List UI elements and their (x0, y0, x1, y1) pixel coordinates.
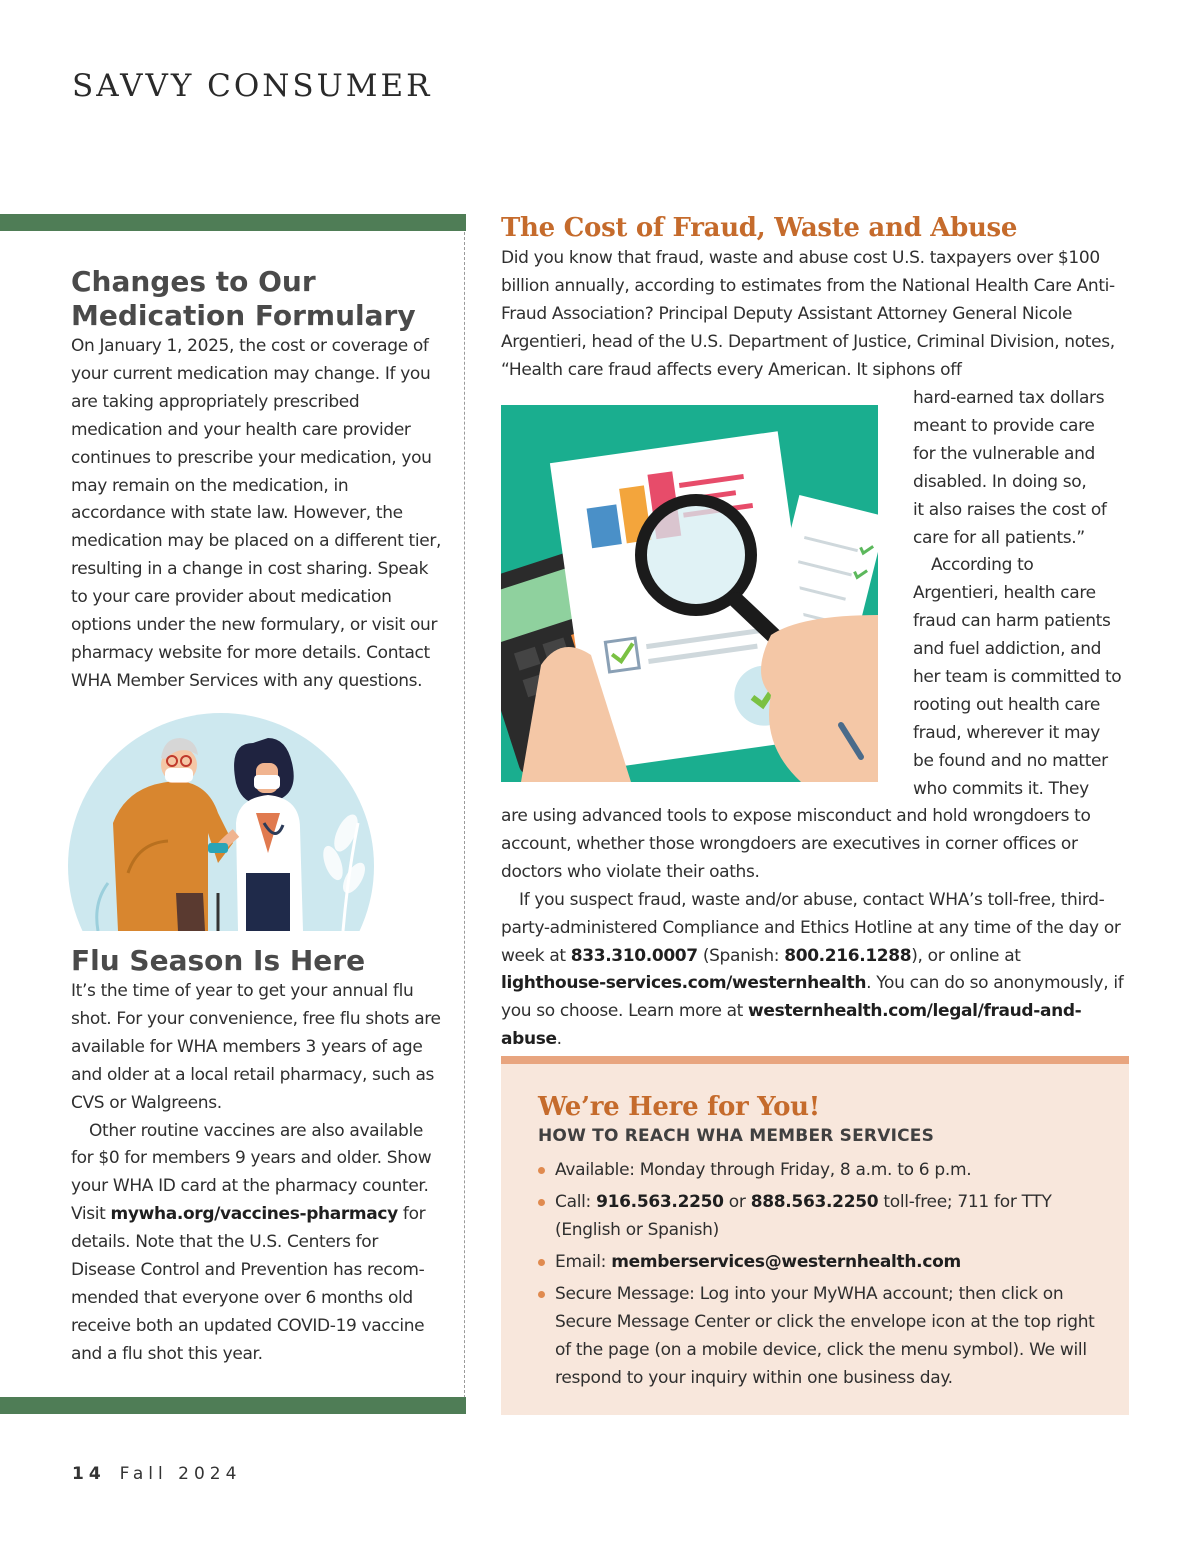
bullet-icon (538, 1291, 545, 1298)
section-label: SAVVY CONSUMER (72, 68, 433, 104)
callout-subtitle: HOW TO REACH WHA MEMBER SERVICES (538, 1126, 935, 1146)
wrap-line: According to (931, 555, 1034, 576)
formulary-title (71, 265, 443, 333)
wrap-line: Argentieri, health care (913, 583, 1096, 604)
wrap-line: meant to provide care (913, 415, 1095, 436)
available-text: Available: Monday through Friday, 8 a.m. to 6 p.m. (555, 1160, 972, 1180)
flu-title: Flu Season Is Here (71, 944, 366, 977)
bullet-icon (538, 1167, 545, 1174)
fraud-intro: Did you know that fraud, waste and abuse cost U.S. taxpayers over $100 billion annually, according to estimates from the National Health Care Anti-Fraud Association? Principal Deputy Assistant Attorney General Nicole Argentieri, head of the U.S. Department of Justice, Criminal Division, notes, “Health care fraud affects every American. It siphons off (501, 248, 1115, 380)
list-item-email (538, 1248, 1108, 1276)
email-pre: Email: (555, 1252, 612, 1272)
call-or: or (723, 1192, 751, 1212)
wrap-line: be found and no matter (913, 750, 1108, 771)
callout-top-rule (501, 1056, 1129, 1064)
wrap-line: who commits it. They (913, 778, 1089, 799)
column-divider (464, 232, 465, 1398)
list-item-secure-message (538, 1280, 1108, 1392)
lighthouse-link[interactable]: lighthouse-services.com/westernhealth (501, 973, 867, 994)
formulary-article (71, 265, 443, 696)
page-number: 14 (72, 1464, 106, 1484)
formulary-title-line2: Medication Formulary (71, 299, 416, 332)
contact-mid3: . You can do so anonymously, if you so choose. Learn more at (501, 973, 1124, 1022)
contact-end: . (556, 1029, 562, 1050)
flu-p2-post: for details. Note that the U.S. Centers for Disease Control and Prevention has recom-mended that everyone over 6 months old receive both an updated COVID-19 vaccine and a flu shot this year. (71, 1204, 426, 1364)
wrap-line: rooting out health care (913, 694, 1101, 715)
hotline-phone-spanish[interactable]: 800.216.1288 (784, 945, 912, 966)
call-post: toll-free; 711 for TTY (English or Spanish) (555, 1192, 1052, 1240)
bottom-green-rule (0, 1397, 466, 1414)
fraud-wrap-text (913, 385, 1128, 804)
page-footer (72, 1464, 241, 1484)
secure-message-text: Secure Message: Log into your MyWHA account; then click on Secure Message Center or click the envelope icon at the top right of the page (on a mobile device, click the menu symbol). We will respond to your inquiry within one business day. (555, 1284, 1095, 1388)
wrap-line: fraud can harm patients (913, 611, 1111, 632)
fraud-continued (501, 803, 1129, 1054)
issue-label: Fall 2024 (119, 1464, 242, 1484)
wrap-line: fraud, wherever it may (913, 722, 1101, 743)
wrap-line: and fuel addiction, and (913, 639, 1102, 660)
contact-mid1: (Spanish: (697, 945, 785, 966)
wrap-line: care for all patients.” (913, 527, 1085, 548)
callout-title: We’re Here for You! (538, 1092, 820, 1122)
fraud-article (501, 213, 1129, 385)
contact-pre: If you suspect fraud, waste and/or abuse, contact WHA’s toll-free, third-party-administered Compliance and Ethics Hotline at any time of the day or week at (501, 889, 1121, 966)
fraud-title: The Cost of Fraud, Waste and Abuse (501, 213, 1018, 243)
phone-number-2[interactable]: 888.563.2250 (750, 1192, 879, 1212)
call-pre: Call: (555, 1192, 597, 1212)
fraud-illustration (501, 405, 878, 782)
flu-paragraph-1: It’s the time of year to get your annual flu shot. For your convenience, free flu shots are available for WHA members 3 years of age and older at a local retail pharmacy, such as CVS or Walgreens. (71, 981, 441, 1113)
bullet-icon (538, 1259, 545, 1266)
wrap-line: for the vulnerable and (913, 443, 1095, 464)
contact-list (538, 1156, 1108, 1396)
flu-paragraph-2 (71, 1118, 443, 1369)
list-item-available (538, 1156, 1108, 1184)
list-item-call (538, 1188, 1108, 1244)
vaccination-illustration (68, 713, 376, 931)
wrap-line: it also raises the cost of (913, 499, 1107, 520)
fraud-continued-text: are using advanced tools to expose misconduct and hold wrongdoers to account, whether those wrongdoers are executives in corner offices or doctors who violate their oaths. (501, 806, 1091, 882)
wrap-line: her team is committed to (913, 667, 1122, 688)
contact-mid2: ), or online at (911, 945, 1021, 966)
wrap-line: hard-earned tax dollars (913, 388, 1105, 408)
bullet-icon (538, 1199, 545, 1206)
hotline-phone[interactable]: 833.310.0007 (570, 945, 698, 966)
formulary-title-line1: Changes to Our (71, 265, 316, 298)
member-services-callout (501, 1056, 1129, 1415)
top-green-rule (0, 214, 466, 231)
flu-article (71, 944, 443, 1369)
email-link[interactable]: memberservices@westernhealth.com (611, 1252, 961, 1272)
phone-number-1[interactable]: 916.563.2250 (596, 1192, 724, 1212)
wrap-line: disabled. In doing so, (913, 471, 1087, 492)
formulary-body: On January 1, 2025, the cost or coverage of your current medication may change. If you are taking appropriately prescribed medication and your health care provider continues to prescribe your medication, you may remain on the medication, in accordance with state law. However, the medication may be placed on a different tier, resulting in a change in cost sharing. Speak to your care provider about medication options under the new formulary, or visit our pharmacy website for more details. Contact WHA Member Services with any questions. (71, 336, 442, 691)
fraud-abuse-link[interactable]: westernhealth.com/legal/fraud-and-abuse (501, 1001, 1082, 1050)
flu-p2-pre: Other routine vaccines are also available for $0 for members 9 years and older. Show your WHA ID card at the pharmacy counter. Visit (71, 1120, 432, 1225)
vaccines-link[interactable]: mywha.org/vaccines-pharmacy (110, 1204, 398, 1225)
fraud-contact (501, 887, 1129, 1054)
